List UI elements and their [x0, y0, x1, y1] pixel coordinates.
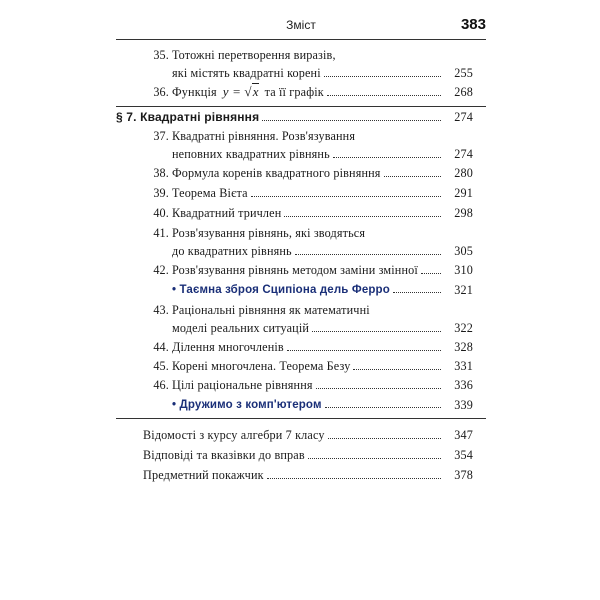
page-header: [116, 16, 486, 38]
entry-number: 41.: [153, 226, 169, 240]
section-rule: [116, 106, 486, 107]
dot-leader: [284, 205, 441, 217]
formula-y-sqrt-x: [223, 83, 259, 101]
toc-entry-43-line1: Раціональні рівняння як математичні: [172, 303, 370, 317]
toc-entry-41-line1: Розв'язування рівнянь, які зводяться: [172, 226, 366, 240]
entry-page: 378: [454, 468, 473, 482]
toc-entry-36[interactable]: [116, 83, 473, 101]
entry-number: 45.: [153, 359, 169, 373]
entry-number: 35.: [153, 48, 169, 62]
entry-page: 280: [454, 166, 473, 180]
entry-number: 40.: [153, 206, 169, 220]
entry-title: • Дружимо з комп'ютером: [172, 399, 322, 411]
entry-title: Теорема Вієта: [172, 186, 248, 200]
formula-radical: √: [244, 84, 252, 99]
toc-special-entry-1[interactable]: [116, 281, 473, 299]
dot-leader: [267, 467, 441, 479]
entry-page: 274: [454, 147, 473, 161]
entry-title: Ділення многочленів: [172, 340, 284, 354]
header-rule: [116, 39, 486, 40]
entry-number: 46.: [153, 378, 169, 392]
formula-x: x: [252, 84, 259, 99]
entry-number: 37.: [153, 129, 169, 143]
toc-appendix-2[interactable]: [116, 446, 473, 464]
dot-leader: [324, 65, 441, 77]
entry-title: Відповіді та вказівки до вправ: [143, 448, 305, 462]
entry-title-suffix: та її графік: [264, 85, 324, 99]
dot-leader: [328, 427, 441, 439]
entry-page: 298: [454, 206, 473, 220]
entry-page: 328: [454, 340, 473, 354]
entry-title: • Таємна зброя Сципіона дель Ферро: [172, 284, 390, 296]
entry-page: 354: [454, 448, 473, 462]
appendix-rule: [116, 418, 486, 419]
toc-entry-37-line1: Квадратні рівняння. Розв'язування: [172, 129, 356, 143]
entry-title: Відомості з курсу алгебри 7 класу: [143, 428, 325, 442]
entry-number: 36.: [153, 85, 169, 99]
toc-entry-40[interactable]: [116, 204, 473, 222]
entry-title: Формула коренів квадратного рівняння: [172, 166, 381, 180]
entry-number: 44.: [153, 340, 169, 354]
page-title: Зміст: [286, 18, 316, 32]
entry-page: 339: [454, 398, 473, 412]
entry-title: Корені многочлена. Теорема Безу: [172, 359, 351, 373]
entry-title: Квадратний тричлен: [172, 206, 282, 220]
entry-page: 268: [454, 85, 473, 99]
entry-title: до квадратних рівнянь: [172, 244, 292, 258]
dot-leader: [262, 109, 441, 121]
entry-page: 305: [454, 244, 473, 258]
entry-title: Предметний покажчик: [143, 468, 264, 482]
entry-title: Розв'язування рівнянь методом заміни змінної: [172, 263, 418, 277]
dot-leader: [327, 84, 441, 96]
entry-page: 322: [454, 321, 473, 335]
entry-title: Цілі раціональне рівняння: [172, 378, 313, 392]
toc-appendix-3[interactable]: [116, 466, 473, 484]
toc-appendix-1[interactable]: [116, 426, 473, 444]
dot-leader: [316, 377, 441, 389]
dot-leader: [421, 262, 441, 274]
dot-leader: [295, 243, 441, 255]
dot-leader: [287, 339, 441, 351]
entry-number: 42.: [153, 263, 169, 277]
dot-leader: [251, 185, 441, 197]
dot-leader: [333, 146, 441, 158]
entry-title-prefix: Функція: [172, 85, 217, 99]
dot-leader: [384, 165, 441, 177]
entry-page: 291: [454, 186, 473, 200]
entry-title: неповних квадратних рівнянь: [172, 147, 330, 161]
toc-entry-44[interactable]: [116, 338, 473, 356]
toc-entry-46[interactable]: [116, 376, 473, 394]
entry-page: 347: [454, 428, 473, 442]
toc-special-entry-2[interactable]: [116, 396, 473, 414]
toc-section-7[interactable]: [116, 108, 473, 126]
toc-entry-35-line1: Тотожні перетворення виразів,: [172, 48, 336, 62]
formula-equals: =: [232, 84, 241, 99]
entry-title: які містять квадратні корені: [172, 66, 321, 80]
dot-leader: [325, 396, 441, 408]
toc-entry-45[interactable]: [116, 357, 473, 375]
toc-entry-38[interactable]: [116, 164, 473, 182]
entry-title: моделі реальних ситуацій: [172, 321, 310, 335]
entry-number: 38.: [153, 166, 169, 180]
formula-y: y: [222, 84, 229, 99]
entry-page: 310: [454, 263, 473, 277]
dot-leader: [393, 281, 441, 293]
toc-entry-42[interactable]: [116, 261, 473, 279]
entry-page: 321: [454, 283, 473, 297]
dot-leader: [353, 358, 441, 370]
dot-leader: [312, 320, 441, 332]
entry-page: 274: [454, 110, 473, 124]
toc-entry-39[interactable]: [116, 184, 473, 202]
entry-page: 331: [454, 359, 473, 373]
dot-leader: [308, 447, 441, 459]
entry-page: 336: [454, 378, 473, 392]
entry-page: 255: [454, 66, 473, 80]
entry-number: 39.: [153, 186, 169, 200]
entry-number: 43.: [153, 303, 169, 317]
section-title: § 7. Квадратні рівняння: [116, 110, 260, 124]
page-number: 383: [460, 16, 486, 33]
